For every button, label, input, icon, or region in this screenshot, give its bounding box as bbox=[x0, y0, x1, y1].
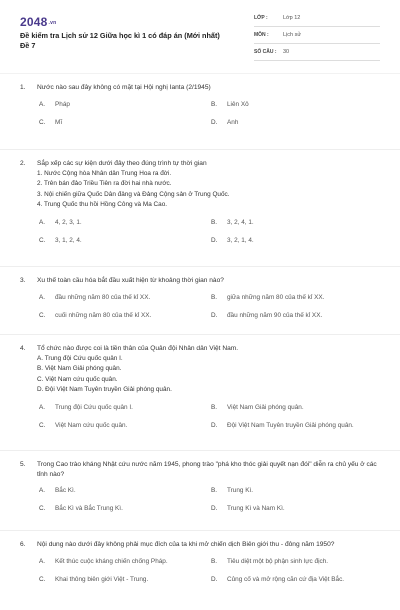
question-text: Trong Cao trào kháng Nhật cứu nước năm 1945, phong trào "phá kho thóc giải quyết nạn đói" diễn ra chủ yếu ở các tỉnh nào? bbox=[37, 461, 377, 478]
answer-option-d[interactable] bbox=[211, 235, 383, 246]
exam-info-panel bbox=[254, 13, 380, 64]
info-row-subject bbox=[254, 30, 380, 44]
answer-options bbox=[39, 99, 380, 128]
question-statements bbox=[37, 354, 380, 396]
option-letter: C. bbox=[39, 236, 46, 244]
option-text: Việt Nam Giải phóng quân. bbox=[227, 403, 304, 411]
statement-line: 1. Nước Cộng hòa Nhân dân Trung Hoa ra đời. bbox=[37, 169, 172, 177]
statement-line: C. Việt Nam cứu quốc quân. bbox=[37, 375, 118, 383]
option-letter: A. bbox=[39, 403, 46, 411]
answer-option-d[interactable] bbox=[211, 310, 383, 321]
info-label: LỚP : bbox=[254, 15, 268, 21]
statement-line: 3. Nội chiến giữa Quốc Dân đảng và Đảng Cộng sản ở Trung Quốc. bbox=[37, 190, 230, 198]
exam-subtitle: Đề 7 bbox=[20, 41, 36, 50]
option-letter: B. bbox=[211, 100, 218, 108]
option-letter: D. bbox=[211, 236, 218, 244]
option-letter: C. bbox=[39, 118, 46, 126]
info-row-class bbox=[254, 13, 380, 27]
statement-line: D. Đội Việt Nam Tuyên truyền Giải phóng quân. bbox=[37, 386, 172, 394]
answer-option-d[interactable] bbox=[211, 420, 383, 431]
option-text: Trung đội Cứu quốc quân I. bbox=[55, 403, 133, 411]
option-text: cuối những năm 80 của thế kỉ XX. bbox=[55, 311, 152, 319]
question-item bbox=[0, 73, 400, 149]
option-text: Trung Kì và Nam Kì. bbox=[227, 505, 285, 513]
logo-suffix: .vn bbox=[48, 19, 57, 26]
question-text: Nước nào sau đây không có mặt tại Hội nghị Ianta (2/1945) bbox=[37, 84, 211, 91]
option-text: Anh bbox=[227, 118, 239, 126]
option-text: Đội Việt Nam Tuyên truyền Giải phóng quân. bbox=[227, 421, 354, 429]
question-item bbox=[0, 149, 400, 266]
question-text: Sắp xếp các sự kiện dưới đây theo đúng trình tự thời gian bbox=[37, 160, 207, 167]
answer-option-b[interactable] bbox=[211, 556, 383, 567]
answer-option-b[interactable] bbox=[211, 485, 383, 496]
option-text: giữa những năm 80 của thế kỉ XX. bbox=[227, 293, 325, 301]
option-text: đầu những năm 80 của thế kỉ XX. bbox=[55, 293, 151, 301]
question-item bbox=[0, 530, 400, 610]
option-letter: D. bbox=[211, 118, 218, 126]
question-item bbox=[0, 450, 400, 530]
option-text: Kết thúc cuộc kháng chiến chống Pháp. bbox=[55, 557, 168, 565]
answer-option-b[interactable] bbox=[211, 99, 383, 110]
option-letter: C. bbox=[39, 311, 46, 319]
option-letter: D. bbox=[211, 505, 218, 513]
option-letter: A. bbox=[39, 557, 46, 565]
option-letter: A. bbox=[39, 100, 46, 108]
question-statements bbox=[37, 169, 380, 211]
statement-line: 4. Trung Quốc thu hồi Hồng Công và Ma Cao. bbox=[37, 201, 168, 209]
option-letter: D. bbox=[211, 311, 218, 319]
option-letter: A. bbox=[39, 293, 46, 301]
option-letter: D. bbox=[211, 575, 218, 583]
page-header bbox=[0, 0, 400, 70]
answer-option-a[interactable] bbox=[39, 292, 211, 303]
statement-line: 2. Trên bán đảo Triều Tiên ra đời hai nhà nước. bbox=[37, 180, 172, 188]
question-text: Xu thế toàn cầu hóa bắt đầu xuất hiện từ khoảng thời gian nào? bbox=[37, 277, 224, 284]
option-letter: A. bbox=[39, 487, 46, 495]
answer-option-b[interactable] bbox=[211, 402, 383, 413]
answer-options bbox=[39, 402, 380, 431]
option-text: 3, 2, 4, 1. bbox=[227, 218, 254, 226]
question-number: 1. bbox=[20, 84, 26, 91]
question-number: 2. bbox=[20, 160, 26, 167]
option-text: 4, 2, 3, 1. bbox=[55, 218, 82, 226]
info-label: SỐ CÂU : bbox=[254, 49, 277, 55]
info-label: MÔN : bbox=[254, 32, 269, 38]
option-letter: C. bbox=[39, 421, 46, 429]
exam-title bbox=[20, 31, 248, 51]
option-text: Củng cố và mở rộng căn cứ địa Việt Bắc. bbox=[227, 575, 345, 583]
info-value: Lớp 12 bbox=[283, 15, 301, 21]
option-text: Trung Kì. bbox=[227, 487, 254, 495]
answer-option-a[interactable] bbox=[39, 402, 211, 413]
question-number: 4. bbox=[20, 345, 26, 352]
option-text: Bắc Kì. bbox=[55, 487, 76, 495]
question-item bbox=[0, 334, 400, 450]
option-letter: C. bbox=[39, 575, 46, 583]
question-number: 6. bbox=[20, 541, 26, 548]
option-letter: B. bbox=[211, 557, 218, 565]
option-letter: B. bbox=[211, 403, 218, 411]
answer-options bbox=[39, 292, 380, 321]
answer-option-d[interactable] bbox=[211, 503, 383, 514]
site-logo[interactable] bbox=[20, 15, 56, 29]
option-letter: B. bbox=[211, 293, 218, 301]
answer-option-d[interactable] bbox=[211, 574, 383, 585]
answer-option-b[interactable] bbox=[211, 217, 383, 228]
answer-options bbox=[39, 217, 380, 246]
answer-option-a[interactable] bbox=[39, 556, 211, 567]
answer-option-c[interactable] bbox=[39, 420, 211, 431]
answer-option-d[interactable] bbox=[211, 117, 383, 128]
statement-line: A. Trung đội Cứu quốc quân I. bbox=[37, 354, 123, 362]
statement-line: B. Việt Nam Giải phóng quân. bbox=[37, 365, 122, 373]
answer-option-c[interactable] bbox=[39, 310, 211, 321]
option-text: Bắc Kì và Bắc Trung Kì. bbox=[55, 505, 123, 513]
answer-option-c[interactable] bbox=[39, 574, 211, 585]
option-text: 3, 1, 2, 4. bbox=[55, 236, 82, 244]
answer-options bbox=[39, 485, 380, 514]
logo-text: 2048 bbox=[20, 15, 48, 29]
question-number: 3. bbox=[20, 277, 26, 284]
option-text: Việt Nam cứu quốc quân. bbox=[55, 421, 128, 429]
question-text: Tổ chức nào được coi là tiền thân của Quân đội Nhân dân Việt Nam. bbox=[37, 345, 239, 352]
option-letter: A. bbox=[39, 218, 46, 226]
option-text: đầu những năm 90 của thế kỉ XX. bbox=[227, 311, 323, 319]
question-text: Nội dung nào dưới đây không phải mục đích của ta khi mở chiến dịch Biên giới thu - đông năm 1950? bbox=[37, 541, 335, 548]
option-letter: B. bbox=[211, 218, 218, 226]
option-letter: C. bbox=[39, 505, 46, 513]
option-letter: B. bbox=[211, 487, 218, 495]
question-number: 5. bbox=[20, 461, 26, 468]
answer-option-a[interactable] bbox=[39, 99, 211, 110]
question-list bbox=[0, 73, 400, 610]
answer-options bbox=[39, 556, 380, 585]
answer-option-c[interactable] bbox=[39, 503, 211, 514]
exam-title-line: Đề kiểm tra Lịch sử 12 Giữa học kì 1 có đáp án (Mới nhất) bbox=[20, 31, 220, 40]
answer-option-c[interactable] bbox=[39, 117, 211, 128]
answer-option-b[interactable] bbox=[211, 292, 383, 303]
info-row-question-count bbox=[254, 47, 380, 61]
option-text: Khai thông biên giới Việt - Trung. bbox=[55, 575, 149, 583]
answer-option-a[interactable] bbox=[39, 217, 211, 228]
answer-option-a[interactable] bbox=[39, 485, 211, 496]
answer-option-c[interactable] bbox=[39, 235, 211, 246]
option-text: Mĩ bbox=[55, 118, 63, 126]
option-letter: D. bbox=[211, 421, 218, 429]
info-value: 30 bbox=[283, 49, 290, 55]
option-text: Tiêu diệt một bộ phận sinh lực địch. bbox=[227, 557, 329, 565]
option-text: 3, 2, 1, 4. bbox=[227, 236, 254, 244]
info-value: Lịch sử bbox=[283, 32, 302, 38]
option-text: Pháp bbox=[55, 100, 70, 108]
question-item bbox=[0, 266, 400, 334]
option-text: Liên Xô bbox=[227, 100, 249, 108]
